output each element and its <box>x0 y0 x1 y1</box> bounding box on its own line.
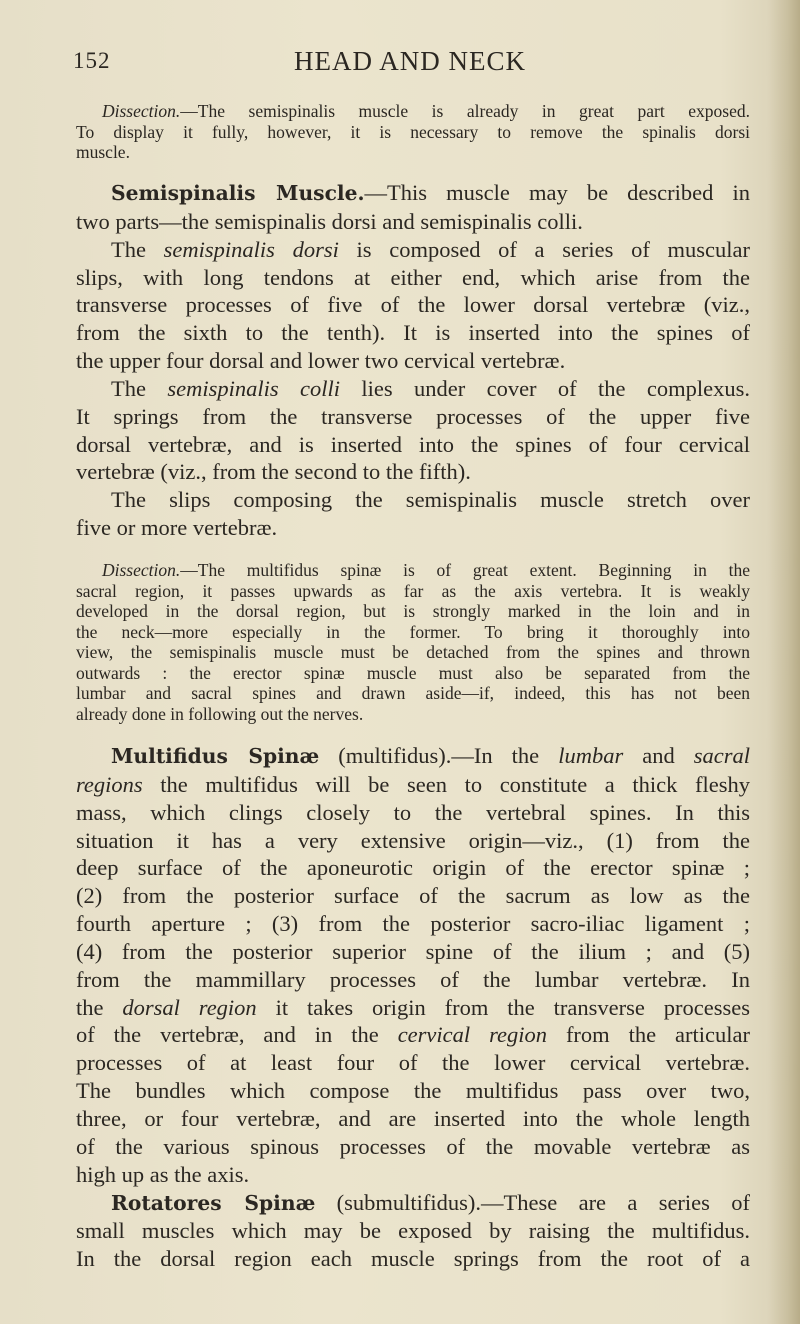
text-line <box>76 458 750 486</box>
text-run: The <box>111 236 164 262</box>
text-line <box>76 1189 750 1218</box>
italic-term: semispinalis dorsi <box>163 236 339 262</box>
text-line <box>76 1217 750 1245</box>
text-line <box>76 403 750 431</box>
text-line <box>76 1161 750 1189</box>
text-run: the multifidus will be seen to constitute a thick fleshy <box>142 771 750 797</box>
text-line <box>76 179 750 208</box>
text-run: is composed of a series of muscular <box>338 236 750 262</box>
text-line <box>76 375 750 403</box>
text-run: developed in the dorsal region, but is strongly marked in the loin and in <box>76 601 750 621</box>
text-line <box>76 938 750 966</box>
text-line <box>76 966 750 994</box>
text-run: slips, with long tendons at either end, which arise from the <box>76 264 750 290</box>
text-line <box>76 101 750 122</box>
text-run: deep surface of the aponeurotic origin of the erector spinæ ; <box>76 855 750 881</box>
text-run: —This muscle may be described in <box>364 180 750 205</box>
text-run: the <box>76 994 123 1020</box>
text-run: the upper four dorsal and lower two cervical vertebræ. <box>76 348 566 374</box>
dissection-note-semispinalis <box>76 101 750 163</box>
italic-term: dorsal region <box>122 994 257 1020</box>
text-run: situation it has a very extensive origin—viz., (1) from the <box>76 827 750 853</box>
text-run: muscle. <box>76 142 130 162</box>
text-run: two parts—the semispinalis dorsi and semispinalis colli. <box>76 208 583 234</box>
text-line <box>76 1021 750 1049</box>
paragraph <box>76 560 750 724</box>
text-line <box>76 319 750 347</box>
paragraph <box>76 1189 750 1274</box>
text-line <box>76 560 750 581</box>
text-run: processes of at least four of the lower cervical vertebræ. <box>76 1050 750 1076</box>
text-line <box>76 622 750 643</box>
text-run: from the articular <box>547 1022 750 1048</box>
text-line <box>76 742 750 771</box>
text-run: It springs from the transverse processes of the upper five <box>76 403 750 429</box>
text-run: the neck—more especially in the former. To bring it thoroughly into <box>76 621 750 642</box>
text-line <box>76 882 750 910</box>
text-run: (4) from the posterior superior spine of the ilium ; and (5) <box>76 938 750 964</box>
page-number: 152 <box>73 48 111 73</box>
text-run: sacral region, it passes upwards as far as the axis vertebra. It is weakly <box>76 580 750 601</box>
paragraph <box>76 742 750 1189</box>
text-line <box>76 431 750 459</box>
text-line <box>76 122 750 143</box>
text-run: The slips composing the semispinalis muscle stretch over <box>111 487 750 513</box>
text-line <box>76 347 750 375</box>
text-run: from the mammillary processes of the lumbar vertebræ. In <box>76 966 750 992</box>
text-line <box>76 704 750 725</box>
italic-term: lumbar <box>558 743 624 768</box>
bold-heading: Multifidus Spinæ <box>111 744 320 768</box>
text-run: (submultifidus).—These are a series of <box>315 1189 750 1215</box>
text-run: The bundles which compose the multifidus pass over two, <box>76 1078 750 1104</box>
text-run: three, or four vertebræ, and are inserted into the whole length <box>76 1105 750 1131</box>
text-run: —The semispinalis muscle is already in great part exposed. <box>180 101 750 121</box>
text-line <box>76 1077 750 1105</box>
multifidus-rotatores-section <box>76 742 750 1273</box>
text-run: To display it fully, however, it is necessary to remove the spinalis dorsi <box>76 121 750 142</box>
text-line <box>76 142 750 163</box>
text-run: —The multifidus spinæ is of great extent. Beginning in the <box>180 560 750 580</box>
text-run: it takes origin from the transverse processes <box>256 994 750 1020</box>
text-line <box>76 771 750 799</box>
text-run: outwards : the erector spinæ muscle must also be separated from the <box>76 662 750 683</box>
text-run: lies under cover of the complexus. <box>339 375 750 401</box>
text-line <box>76 663 750 684</box>
text-run: of the vertebræ, and in the <box>76 1022 398 1048</box>
paragraph <box>76 179 750 236</box>
text-run: small muscles which may be exposed by raising the multifidus. <box>76 1218 750 1244</box>
text-run: from the sixth to the tenth). It is inserted into the spines of <box>76 320 750 346</box>
text-line <box>76 683 750 704</box>
paragraph <box>76 101 750 163</box>
text-run: (2) from the posterior surface of the sacrum as low as the <box>76 883 750 909</box>
paragraph <box>76 375 750 486</box>
text-line <box>76 1133 750 1161</box>
text-line <box>76 994 750 1022</box>
paragraph <box>76 236 750 375</box>
paragraph <box>76 486 750 542</box>
text-line <box>76 514 750 542</box>
text-line <box>76 486 750 514</box>
text-line <box>76 854 750 882</box>
text-run: mass, which clings closely to the vertebral spines. In this <box>76 799 750 825</box>
text-line <box>76 208 750 236</box>
text-run: transverse processes of five of the lower dorsal vertebræ (viz., <box>76 292 750 318</box>
running-title: HEAD AND NECK <box>294 46 526 76</box>
text-run: (multifidus).—In the <box>319 743 559 768</box>
text-line <box>76 1105 750 1133</box>
text-run: The <box>111 375 168 401</box>
text-line <box>76 910 750 938</box>
text-line <box>76 827 750 855</box>
italic-term: Dissection. <box>102 560 181 580</box>
text-run: of the various spinous processes of the movable vertebræ as <box>76 1133 750 1159</box>
text-line <box>76 799 750 827</box>
italic-term: cervical region <box>397 1022 547 1048</box>
text-run: five or more vertebræ. <box>76 515 278 541</box>
text-line <box>76 236 750 264</box>
text-line <box>76 291 750 319</box>
text-line <box>76 642 750 663</box>
text-line <box>76 264 750 292</box>
dissection-note-multifidus <box>76 560 750 724</box>
bold-heading: Semispinalis Muscle. <box>111 181 365 205</box>
text-run: and <box>623 743 694 768</box>
italic-term: semispinalis colli <box>167 375 340 401</box>
text-line <box>76 1245 750 1273</box>
text-run: dorsal vertebræ, and is inserted into the spines of four cervical <box>76 431 750 457</box>
text-run: high up as the axis. <box>76 1161 250 1187</box>
text-run: already done in following out the nerves. <box>76 703 364 724</box>
bold-heading: Rotatores Spinæ <box>111 1190 316 1215</box>
text-run: vertebræ (viz., from the second to the fifth). <box>76 459 471 485</box>
text-run: view, the semispinalis muscle must be detached from the spines and thrown <box>76 642 750 662</box>
italic-term: sacral <box>693 743 750 768</box>
semispinalis-muscle-section <box>76 179 750 542</box>
text-run: lumbar and sacral spines and drawn aside—if, indeed, this has not been <box>76 683 750 703</box>
text-run: fourth aperture ; (3) from the posterior sacro-iliac ligament ; <box>76 911 750 937</box>
text-run: In the dorsal region each muscle springs from the root of a <box>76 1246 750 1272</box>
text-line <box>76 601 750 622</box>
text-line <box>76 581 750 602</box>
italic-term: Dissection. <box>102 101 181 121</box>
text-line <box>76 1049 750 1077</box>
italic-term: regions <box>76 771 143 797</box>
